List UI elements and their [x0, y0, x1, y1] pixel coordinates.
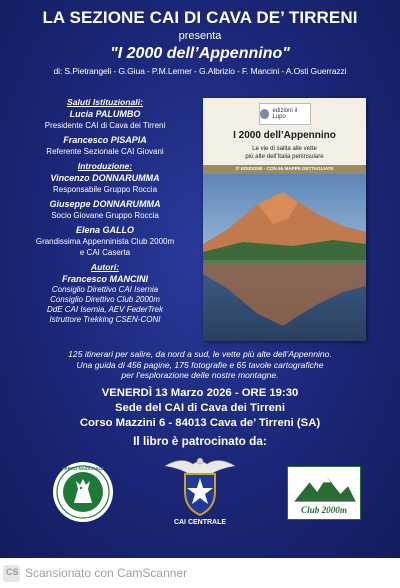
authors-heading: Autori: — [90, 262, 120, 272]
program-column — [10, 96, 200, 325]
authors-line: di: S.Pietrangeli - G.Giua - P.M.Lerner - G.Albrizio - F. Mancini - A.Osti Guerrazzi — [53, 66, 347, 76]
speaker-name: Vincenzo DONNARUMMA — [50, 173, 160, 183]
author-role: Consiglio Direttivo CAI Isernia — [51, 285, 159, 294]
speaker-role: Socio Giovane Gruppo Roccia — [51, 211, 159, 220]
poster-title: LA SEZIONE CAI DI CAVA DE’ TIRRENI — [42, 8, 358, 27]
author-name: Francesco MANCINI — [61, 274, 149, 284]
scanner-footer — [0, 558, 400, 588]
patronage-title: Il libro è patrocinato da: — [133, 434, 267, 448]
event-address: Corso Mazzini 6 - 84013 Cava de’ Tirreni (SA) — [79, 417, 321, 429]
camscanner-icon — [3, 565, 20, 582]
wolf-icon — [260, 109, 269, 119]
book-cover-subtitle: Le vie di salita alle vette — [252, 145, 317, 152]
speaker-role: Presidente CAI di Cava dei Tirreni — [44, 121, 166, 130]
speaker-name: Elena GALLO — [75, 225, 134, 235]
publisher-logo — [259, 103, 311, 125]
camscanner-letters: CS — [6, 567, 19, 577]
presenta-label: presenta — [178, 30, 222, 42]
mountain-photo — [203, 174, 366, 341]
event-venue: Sede del CAI di Cava dei Tirreni — [115, 402, 285, 414]
speaker-name: Giuseppe DONNARUMMA — [49, 199, 161, 209]
book-cover-subtitle: più alte dell’Italia peninsulare — [245, 153, 324, 160]
book-title: "I 2000 dell’Appennino" — [110, 45, 290, 62]
speaker-role: Responsabile Gruppo Roccia — [52, 185, 158, 194]
author-role: DdE CAI Isernia, AEV FederTrek — [46, 305, 164, 314]
cai-centrale-logo — [163, 452, 237, 518]
club-label: Club 2000m — [301, 505, 347, 516]
parco-nazionale-logo — [52, 461, 114, 523]
speaker-name: Francesco PISAPIA — [63, 135, 147, 145]
scanner-watermark-text: Scansionato con CamScanner — [25, 566, 188, 580]
publisher-name: edizioni il Lupo — [272, 108, 298, 120]
description-line: 125 itinerari per salire, da nord a sud, le vette più alte dell’Appennino. — [68, 349, 332, 359]
speaker-role: e CAI Caserta — [79, 248, 131, 257]
cai-centrale-label: CAI CENTRALE — [173, 519, 227, 526]
speaker-role: Grandissima Appenninista Club 2000m — [35, 237, 175, 246]
description-line: Una guida di 456 pagine, 175 fotografie e 65 tavole cartografiche — [76, 359, 324, 370]
event-datetime: VENERDÌ 13 Marzo 2026 - ORE 19:30 — [101, 387, 299, 399]
book-edition: 3ª EDIZIONE - CON 65 MAPPE DETTAGLIATE — [235, 166, 334, 171]
book-cover-title: I 2000 dell’Appennino — [233, 130, 336, 141]
greetings-heading: Saluti Istituzionali: — [67, 97, 143, 107]
description-line: per l’esplorazione delle nostre montagne. — [121, 370, 279, 380]
book-cover — [203, 98, 366, 341]
speaker-name: Lucia PALUMBO — [69, 109, 141, 119]
intro-heading: Introduzione: — [77, 161, 133, 171]
club-2000m-logo — [287, 466, 361, 520]
author-role: Consiglio Direttivo Club 2000m — [50, 295, 160, 304]
author-role: Istruttore Trekking CSEN-CONI — [49, 315, 161, 324]
parco-label: PARCO NAZIONALE — [61, 466, 105, 471]
book-description — [0, 349, 400, 381]
speaker-role: Referente Sezionale CAI Giovani — [46, 147, 164, 156]
